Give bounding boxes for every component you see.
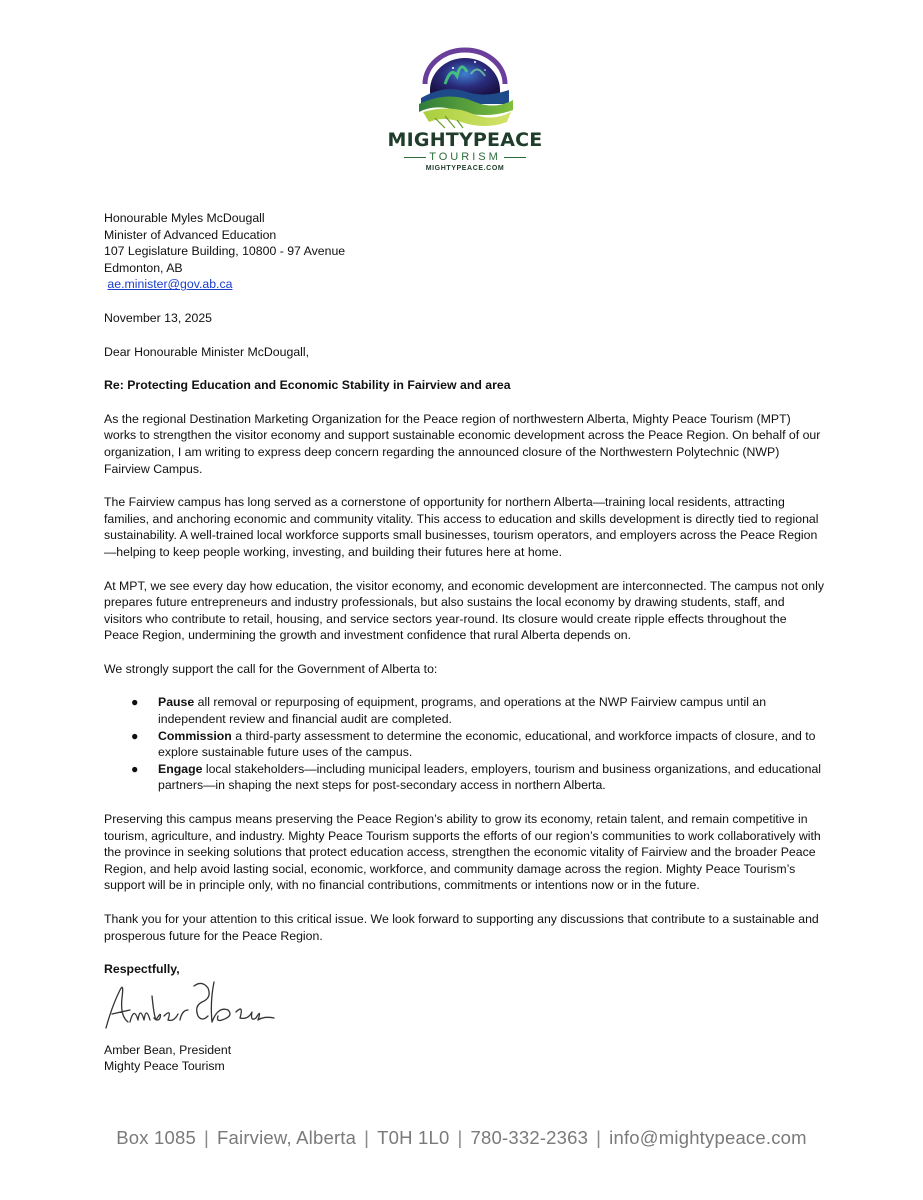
footer-email: info@mightypeace.com	[609, 1127, 807, 1148]
landscape-logo-icon	[415, 46, 515, 132]
recipient-name: Honourable Myles McDougall	[104, 211, 265, 225]
letter-body	[104, 210, 824, 1075]
footer-contact: Box 1085 | Fairview, Alberta | T0H 1L0 | 780-332-2363 | info@mightypeace.com	[116, 1127, 807, 1148]
paragraph: The Fairview campus has long served as a cornerstone of opportunity for northern Alberta—training local residents, attracting families, and anchoring economic and community vitality. This access to education and skills development is directly tied to regional sustainability. A well-trained local workforce supports small businesses, tourism operators, and employers across the Peace Region—helping to keep people working, investing, and building their futures here at home.	[104, 495, 819, 559]
salutation: Dear Honourable Minister McDougall,	[104, 344, 310, 359]
letter-date: November 13, 2025	[104, 310, 213, 325]
signature	[104, 982, 824, 1042]
footer-box: Box 1085	[116, 1127, 196, 1148]
paragraph: We strongly support the call for the Government of Alberta to:	[104, 661, 438, 676]
bullet-icon: ●	[131, 761, 139, 776]
closing: Respectfully,	[104, 962, 180, 977]
footer-city: Fairview, Alberta	[217, 1127, 357, 1148]
list-item: ● Pause all removal or repurposing of equipment, programs, and operations at the NWP Fairview campus until an independent review and financial audit are completed.	[131, 695, 767, 727]
signer-name-title: Amber Bean, President	[104, 1042, 232, 1057]
paragraph: Thank you for your attention to this critical issue. We look forward to supporting any discussions that contribute to a sustainable and prosperous future for the Peace Region.	[104, 912, 819, 943]
paragraph: As the regional Destination Marketing Organization for the Peace region of northwestern Alberta, Mighty Peace Tourism (MPT) works to strengthen the visitor economy and support sustainable economic development across the Peace Region. On behalf of our organization, I am writing to express deep concern regarding the announced closure of the Northwestern Polytechnic (NWP) Fairview Campus.	[104, 411, 821, 476]
brand-url: MIGHTYPEACE.COM	[425, 165, 505, 172]
paragraph: At MPT, we see every day how education, the visitor economy, and economic development are interconnected. The campus not only prepares future entrepreneurs and industry professionals, but also sustains the local economy by drawing students, staff, and visitors who contribute to retail, housing, and service sectors year-round. Its closure would create ripple effects throughout the Peace Region, undermining the growth and investment confidence that rural Alberta depends on.	[104, 578, 824, 643]
recipient-title: Minister of Advanced Education	[104, 227, 277, 242]
list-item: ● Engage local stakeholders—including municipal leaders, employers, tourism and business organizations, and educational partners—in shaping the next steps for post-secondary access in northern Alberta.	[131, 761, 822, 793]
brand-name: MIGHTYPEACE	[387, 129, 543, 151]
bullet-icon: ●	[131, 695, 139, 710]
subject-line: Re: Protecting Education and Economic Stability in Fairview and area	[104, 378, 511, 393]
handwritten-signature-icon	[98, 976, 298, 1038]
bullet-icon: ●	[131, 728, 139, 743]
signer-organization: Mighty Peace Tourism	[104, 1059, 225, 1074]
recipient-email-link[interactable]: ae.minister@gov.ab.ca	[107, 277, 233, 292]
list-item: ● Commission a third-party assessment to determine the economic, educational, and workforce impacts of closure, and to explore sustainable future uses of the campus.	[131, 728, 816, 760]
footer-phone: 780-332-2363	[470, 1127, 589, 1148]
recipient-address	[104, 210, 824, 293]
signer-block	[104, 1042, 824, 1075]
recipient-street: 107 Legislature Building, 10800 - 97 Avenue	[104, 244, 346, 259]
request-list	[104, 694, 824, 794]
paragraph: Preserving this campus means preserving the Peace Region’s ability to grow its economy, retain talent, and remain competitive in tourism, agriculture, and industry. Mighty Peace Tourism supports the efforts of our region’s communities to work collaboratively with the province in seeking solutions that protect education access, strengthen the economic vitality of Fairview and the broader Peace Region, and help avoid lasting social, economic, workforce, and community damage across the region. Mighty Peace Tourism’s support will be in principle only, with no financial contributions, commitments or intentions now or in the future.	[104, 812, 821, 893]
mighty-peace-logo	[385, 46, 545, 176]
footer-postal: T0H 1L0	[377, 1127, 450, 1148]
recipient-city: Edmonton, AB	[104, 260, 183, 275]
brand-subtitle: TOURISM	[385, 151, 545, 163]
